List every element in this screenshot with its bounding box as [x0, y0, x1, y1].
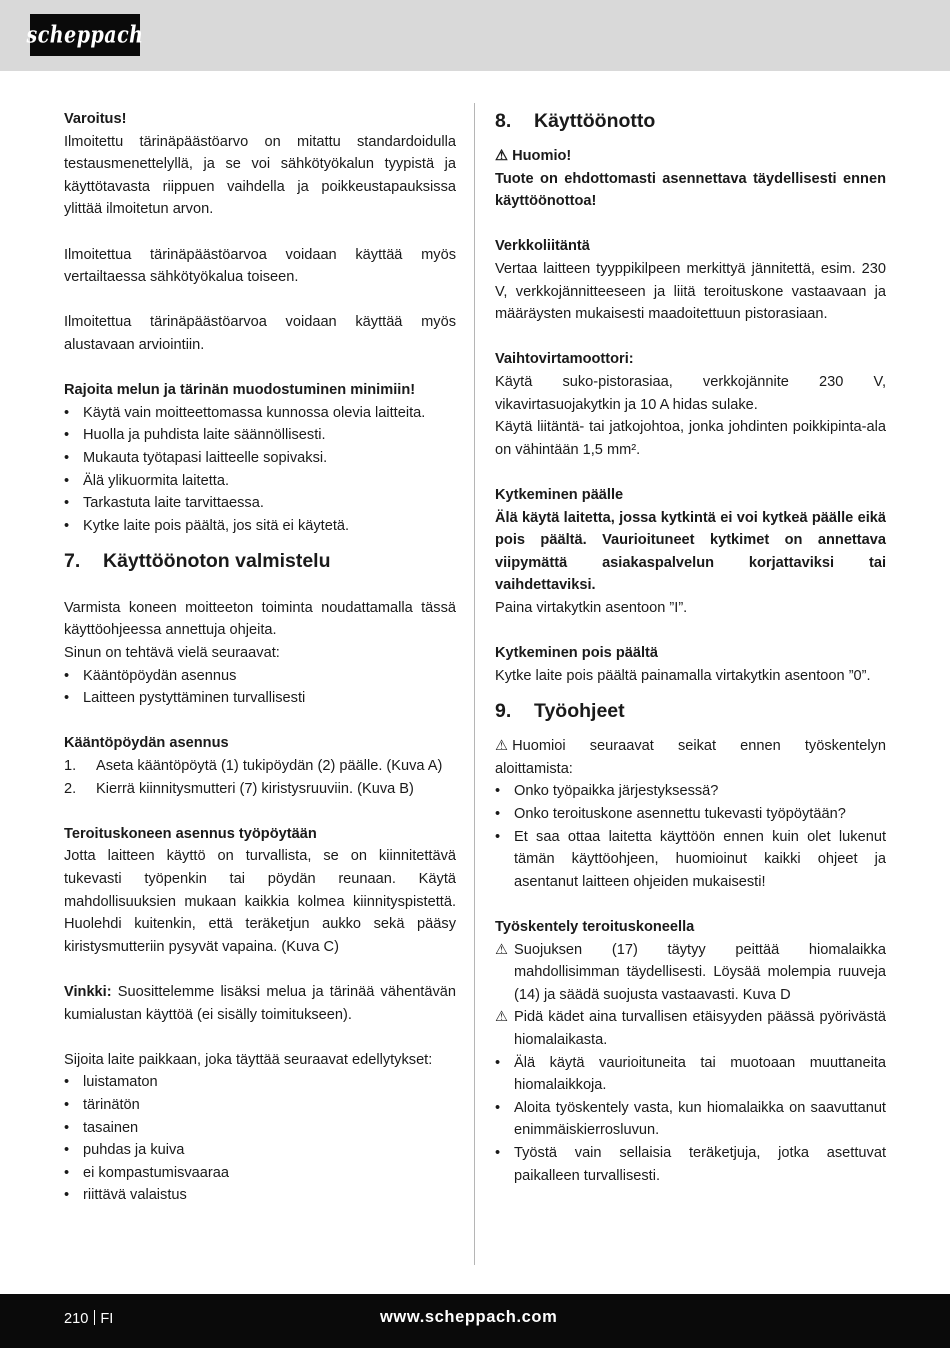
left-column	[64, 108, 456, 1207]
limit-list	[64, 402, 456, 538]
step-number: 1.	[64, 758, 77, 775]
website-link[interactable]: www.scheppach.com	[380, 1308, 558, 1326]
warning-triangle-icon: ⚠	[495, 941, 509, 958]
list-item: • Huolla ja puhdista laite säännöllisesti.	[64, 424, 456, 447]
limit-title: Rajoita melun ja tärinän muodostuminen minimiin!	[64, 382, 416, 399]
warning-title: Varoitus!	[64, 111, 127, 127]
list-item: • riittävä valaistus	[64, 1184, 456, 1207]
on-title: Kytkeminen päälle	[495, 486, 624, 503]
para-assess: Ilmoitettua tärinäpäästöarvoa voidaan käyttää myös alustavaan arviointiin.	[64, 314, 456, 353]
ac-text-2: Käytä liitäntä- tai jatkojohtoa, jonka johdinten poikkipinta-ala on vähintään 1,5 mm².	[495, 419, 886, 458]
warning-triangle-icon: ⚠	[495, 148, 509, 164]
step-text: Kierrä kiinnitysmutteri (7) kiristysruuviin. (Kuva B)	[96, 780, 414, 797]
section-7-title: Käyttöönoton valmistelu	[103, 550, 331, 573]
work-warning-2	[495, 1006, 886, 1051]
page-lang: FI	[100, 1311, 114, 1327]
step-number: 2.	[64, 780, 77, 797]
section-7-number: 7.	[64, 550, 81, 573]
list-item: • Älä ylikuormita laitetta.	[64, 470, 456, 493]
para-compare: Ilmoitettua tärinäpäästöarvoa voidaan käyttää myös vertailtaessa sähkötyökalua toiseen.	[64, 246, 456, 286]
caution-title: Huomio!	[512, 148, 572, 164]
ac-text-1: Käytä suko-pistorasiaa, verkkojännite 230 V, vikavirtasuojakytkin ja 10 A hidas sulake.	[495, 373, 886, 413]
list-item: • Kytke laite pois päältä, jos sitä ei käytetä.	[64, 515, 456, 538]
list-item: • Kääntöpöydän asennus	[64, 665, 456, 688]
list-item: • Onko teroituskone asennettu tukevasti työpöytään?	[495, 803, 886, 826]
list-item: • Et saa ottaa laitetta käyttöön ennen kuin olet lukenut tämän käyttöohjeen, huomioinut kaikki ohjeet ja asentanut laitteen ohjeiden mukaisesti!	[495, 826, 886, 894]
step-item	[64, 778, 456, 801]
list-item: • tärinätön	[64, 1094, 456, 1117]
work-list	[495, 1052, 886, 1188]
place-list	[64, 1071, 456, 1207]
list-item: • luistamaton	[64, 1071, 456, 1094]
list-item: • Älä käytä vaurioituneita tai muotoaan muuttaneita hiomalaikkoja.	[495, 1052, 886, 1097]
s7-list	[64, 665, 456, 710]
work-title: Työskentely teroituskoneella	[495, 919, 695, 935]
section-9-number: 9.	[495, 700, 512, 723]
logo-text: scheppach	[26, 21, 144, 49]
tip-label: Vinkki:	[64, 983, 112, 1000]
brand-logo	[26, 14, 144, 56]
list-item: • Laitteen pystyttäminen turvallisesti	[64, 687, 456, 710]
list-item: • puhdas ja kuiva	[64, 1139, 456, 1162]
list-item: • Onko työpaikka järjestyksessä?	[495, 780, 886, 803]
list-item: • Mukauta työtapasi laitteelle sopivaksi.	[64, 447, 456, 470]
warning-triangle-icon: ⚠	[495, 738, 509, 755]
s9-list	[495, 780, 886, 893]
tip-paragraph	[64, 981, 456, 1026]
place-text: Sijoita laite paikkaan, joka täyttää seuraavat edellytykset:	[64, 1051, 433, 1068]
column-divider	[474, 103, 475, 1265]
list-item: • ei kompastumisvaaraa	[64, 1162, 456, 1185]
s7-para-1: Varmista koneen moitteeton toiminta noudattamalla tässä käyttöohjeessa annettuja ohjeita.	[64, 599, 456, 639]
mains-text: Vertaa laitteen tyyppikilpeen merkittyä jännitettä, esim. 230 V, verkkojännitteeseen ja liitä teroituskone vastaavaan ja määräysten mukaisesti maadoitettuun pistorasiaan.	[495, 260, 886, 323]
on-bold-text: Älä käytä laitetta, jossa kytkintä ei voi kytkeä päälle eikä pois päältä. Vaurioituneet kytkimet on annettava viipymättä asiakaspalvelun korjattaviksi tai vaihdettaviksi.	[495, 509, 886, 594]
s7-para-2: Sinun on tehtävä vielä seuraavat:	[64, 645, 280, 662]
page-num-value: 210	[64, 1311, 89, 1327]
mount-title: Teroituskoneen asennus työpöytään	[64, 825, 317, 842]
mains-title: Verkkoliitäntä	[495, 238, 590, 255]
off-text: Kytke laite pois päältä painamalla virtakytkin asentoon ”0”.	[495, 667, 871, 684]
section-7-heading	[64, 548, 456, 574]
s9-intro: Huomioi seuraavat seikat ennen työskentelyn aloittamista:	[495, 738, 886, 777]
section-8-title: Käyttöönotto	[534, 110, 656, 132]
footer-separator	[94, 1310, 95, 1325]
step-text: Aseta kääntöpöytä (1) tukipöydän (2) päälle. (Kuva A)	[96, 758, 443, 775]
section-8-number: 8.	[495, 110, 512, 132]
work-warning-1	[495, 939, 886, 1007]
on-text: Paina virtakytkin asentoon ”I”.	[495, 599, 688, 616]
warning-text: Ilmoitettu tärinäpäästöarvo on mitattu standardoidulla testausmenettelyllä, ja se voi sähkötyökalun tyypistä ja käyttötavasta riippuen vaihdella ja poikkeustapauksissa ylittää ilmoitetun arvon.	[64, 133, 456, 218]
caution-text: Tuote on ehdottomasti asennettava täydellisesti ennen käyttöönottoa!	[495, 170, 886, 210]
step-item	[64, 755, 456, 778]
right-column	[495, 108, 886, 1187]
off-title: Kytkeminen pois päältä	[495, 645, 659, 662]
caution-title-row	[495, 145, 886, 168]
list-item: • Tarkastuta laite tarvittaessa.	[64, 492, 456, 515]
mount-text: Jotta laitteen käyttö on turvallista, se on kiinnitettävä tukevasti työpenkin tai pöydän reunaan. Käytä mahdollisuuksien mukaan kaikkia kolmea kiinnityspistettä. Huolehdi kuitenkin, että teräketjun aukko sekä pääsy kiristysmutteriin pysyvät vapaina. (Kuva C)	[64, 848, 456, 955]
list-item: • Aloita työskentely vasta, kun hiomalaikka on saavuttanut enimmäiskierrosluvun.	[495, 1097, 886, 1142]
turntable-steps	[64, 755, 456, 800]
section-9-heading	[495, 698, 886, 724]
list-item: • Työstä vain sellaisia teräketjuja, jotka asettuvat paikalleen turvallisesti.	[495, 1142, 886, 1187]
page-number	[64, 1310, 113, 1327]
section-8-heading	[495, 108, 886, 134]
section-9-title: Työohjeet	[534, 700, 625, 723]
work-warning-1-text: Suojuksen (17) täytyy peittää hiomalaikka mahdollisimman täydellisesti. Löysää molempia ruuveja (14) ja säädä suojusta vastaavasti. Kuva D	[514, 941, 886, 1003]
warning-triangle-icon: ⚠	[495, 1009, 509, 1026]
s9-intro-row	[495, 735, 886, 780]
ac-title: Vaihtovirtamoottori:	[495, 351, 634, 368]
list-item: • tasainen	[64, 1117, 456, 1140]
turntable-title: Kääntöpöydän asennus	[64, 735, 229, 752]
list-item: • Käytä vain moitteettomassa kunnossa olevia laitteita.	[64, 402, 456, 425]
work-warning-2-text: Pidä kädet aina turvallisen etäisyyden päässä pyörivästä hiomalaikasta.	[514, 1009, 886, 1048]
tip-text: Suosittelemme lisäksi melua ja tärinää vähentävän kumialustan käyttöä (ei sisälly toimitukseen).	[64, 983, 457, 1023]
